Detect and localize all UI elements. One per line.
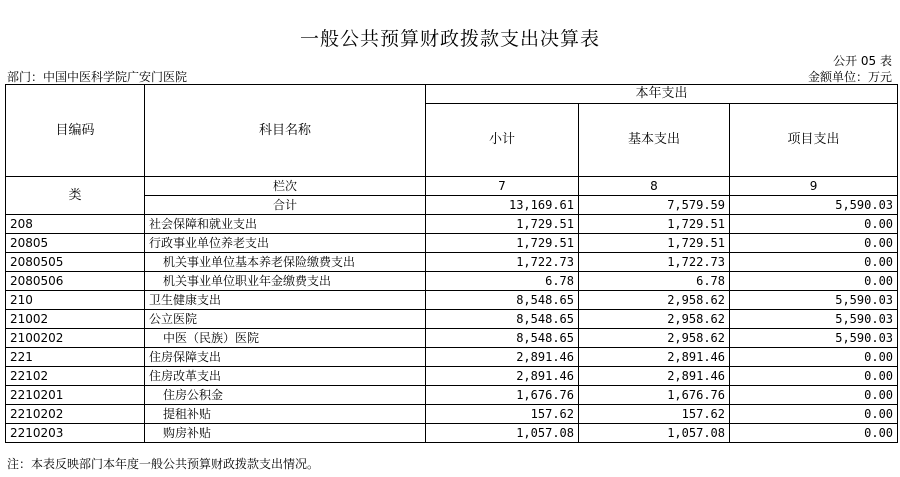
table-row xyxy=(6,405,898,424)
row-code: 208 xyxy=(6,215,145,234)
row-basic: 157.62 xyxy=(579,405,730,424)
row-basic: 1,676.76 xyxy=(579,386,730,405)
row-project: 0.00 xyxy=(730,348,898,367)
col-number-8: 8 xyxy=(579,177,730,196)
row-subject-name: 住房保障支出 xyxy=(145,348,426,367)
table-row xyxy=(6,310,898,329)
row-subject-name: 购房补贴 xyxy=(145,424,426,443)
header-current-year: 本年支出 xyxy=(426,85,898,104)
table-row xyxy=(6,329,898,348)
row-code: 2210201 xyxy=(6,386,145,405)
row-basic: 2,891.46 xyxy=(579,367,730,386)
department-label: 部门：中国中医科学院广安门医院 xyxy=(7,70,188,84)
row-subtotal: 1,729.51 xyxy=(426,215,579,234)
row-project: 0.00 xyxy=(730,272,898,291)
row-project: 0.00 xyxy=(730,424,898,443)
row-subject-name: 行政事业单位养老支出 xyxy=(145,234,426,253)
row-basic: 2,891.46 xyxy=(579,348,730,367)
row-code: 22102 xyxy=(6,367,145,386)
row-subtotal: 2,891.46 xyxy=(426,367,579,386)
row-subject-name: 住房改革支出 xyxy=(145,367,426,386)
row-basic: 1,057.08 xyxy=(579,424,730,443)
table-row xyxy=(6,291,898,310)
row-subject-name: 机关事业单位职业年金缴费支出 xyxy=(145,272,426,291)
row-project: 5,590.03 xyxy=(730,310,898,329)
row-basic: 2,958.62 xyxy=(579,310,730,329)
table-row xyxy=(6,424,898,443)
row-subtotal: 2,891.46 xyxy=(426,348,579,367)
row-basic: 2,958.62 xyxy=(579,291,730,310)
row-code: 21002 xyxy=(6,310,145,329)
row-subtotal: 1,729.51 xyxy=(426,234,579,253)
row-project: 0.00 xyxy=(730,367,898,386)
header-basic: 基本支出 xyxy=(579,104,730,177)
table-row xyxy=(6,234,898,253)
header-project: 项目支出 xyxy=(730,104,898,177)
row-subject-name: 卫生健康支出 xyxy=(145,291,426,310)
row-basic: 2,958.62 xyxy=(579,329,730,348)
row-subject-name: 住房公积金 xyxy=(145,386,426,405)
row-code: 2210202 xyxy=(6,405,145,424)
row-code: 2210203 xyxy=(6,424,145,443)
total-basic: 7,579.59 xyxy=(579,196,730,215)
row-project: 0.00 xyxy=(730,405,898,424)
header-subtotal: 小计 xyxy=(426,104,579,177)
row-subject-name: 机关事业单位基本养老保险缴费支出 xyxy=(145,253,426,272)
row-code: 2100202 xyxy=(6,329,145,348)
row-basic: 1,729.51 xyxy=(579,215,730,234)
row-basic: 6.78 xyxy=(579,272,730,291)
row-subject-name: 社会保障和就业支出 xyxy=(145,215,426,234)
row-subtotal: 1,057.08 xyxy=(426,424,579,443)
row-subtotal: 1,676.76 xyxy=(426,386,579,405)
row-project: 0.00 xyxy=(730,234,898,253)
amount-unit-label: 金额单位：万元 xyxy=(807,70,892,84)
page-title: 一般公共预算财政拨款支出决算表 xyxy=(299,28,600,50)
row-project: 0.00 xyxy=(730,215,898,234)
table-row xyxy=(6,215,898,234)
row-subtotal: 157.62 xyxy=(426,405,579,424)
header-category: 类 xyxy=(6,177,145,215)
row-subject-name: 中医（民族）医院 xyxy=(145,329,426,348)
row-project: 5,590.03 xyxy=(730,329,898,348)
col-number-9: 9 xyxy=(730,177,898,196)
expenditure-table xyxy=(5,84,898,443)
table-row xyxy=(6,367,898,386)
row-subtotal: 8,548.65 xyxy=(426,310,579,329)
row-project: 5,590.03 xyxy=(730,291,898,310)
total-label: 合计 xyxy=(145,196,426,215)
row-code: 2080506 xyxy=(6,272,145,291)
row-subtotal: 6.78 xyxy=(426,272,579,291)
form-number: 公开 05 表 xyxy=(833,54,892,68)
total-subtotal: 13,169.61 xyxy=(426,196,579,215)
row-subject-name: 提租补贴 xyxy=(145,405,426,424)
table-row xyxy=(6,386,898,405)
row-subtotal: 8,548.65 xyxy=(426,329,579,348)
header-code: 目编码 xyxy=(6,85,145,177)
row-basic: 1,722.73 xyxy=(579,253,730,272)
total-project: 5,590.03 xyxy=(730,196,898,215)
row-subtotal: 8,548.65 xyxy=(426,291,579,310)
table-row xyxy=(6,272,898,291)
row-subject-name: 公立医院 xyxy=(145,310,426,329)
col-number-7: 7 xyxy=(426,177,579,196)
footnote: 注：本表反映部门本年度一般公共预算财政拨款支出情况。 xyxy=(7,457,320,471)
col-index-label: 栏次 xyxy=(145,177,426,196)
row-basic: 1,729.51 xyxy=(579,234,730,253)
header-subject-name: 科目名称 xyxy=(145,85,426,177)
row-code: 2080505 xyxy=(6,253,145,272)
table-row xyxy=(6,348,898,367)
row-project: 0.00 xyxy=(730,253,898,272)
row-code: 210 xyxy=(6,291,145,310)
table-row xyxy=(6,253,898,272)
row-code: 221 xyxy=(6,348,145,367)
row-project: 0.00 xyxy=(730,386,898,405)
row-code: 20805 xyxy=(6,234,145,253)
row-subtotal: 1,722.73 xyxy=(426,253,579,272)
